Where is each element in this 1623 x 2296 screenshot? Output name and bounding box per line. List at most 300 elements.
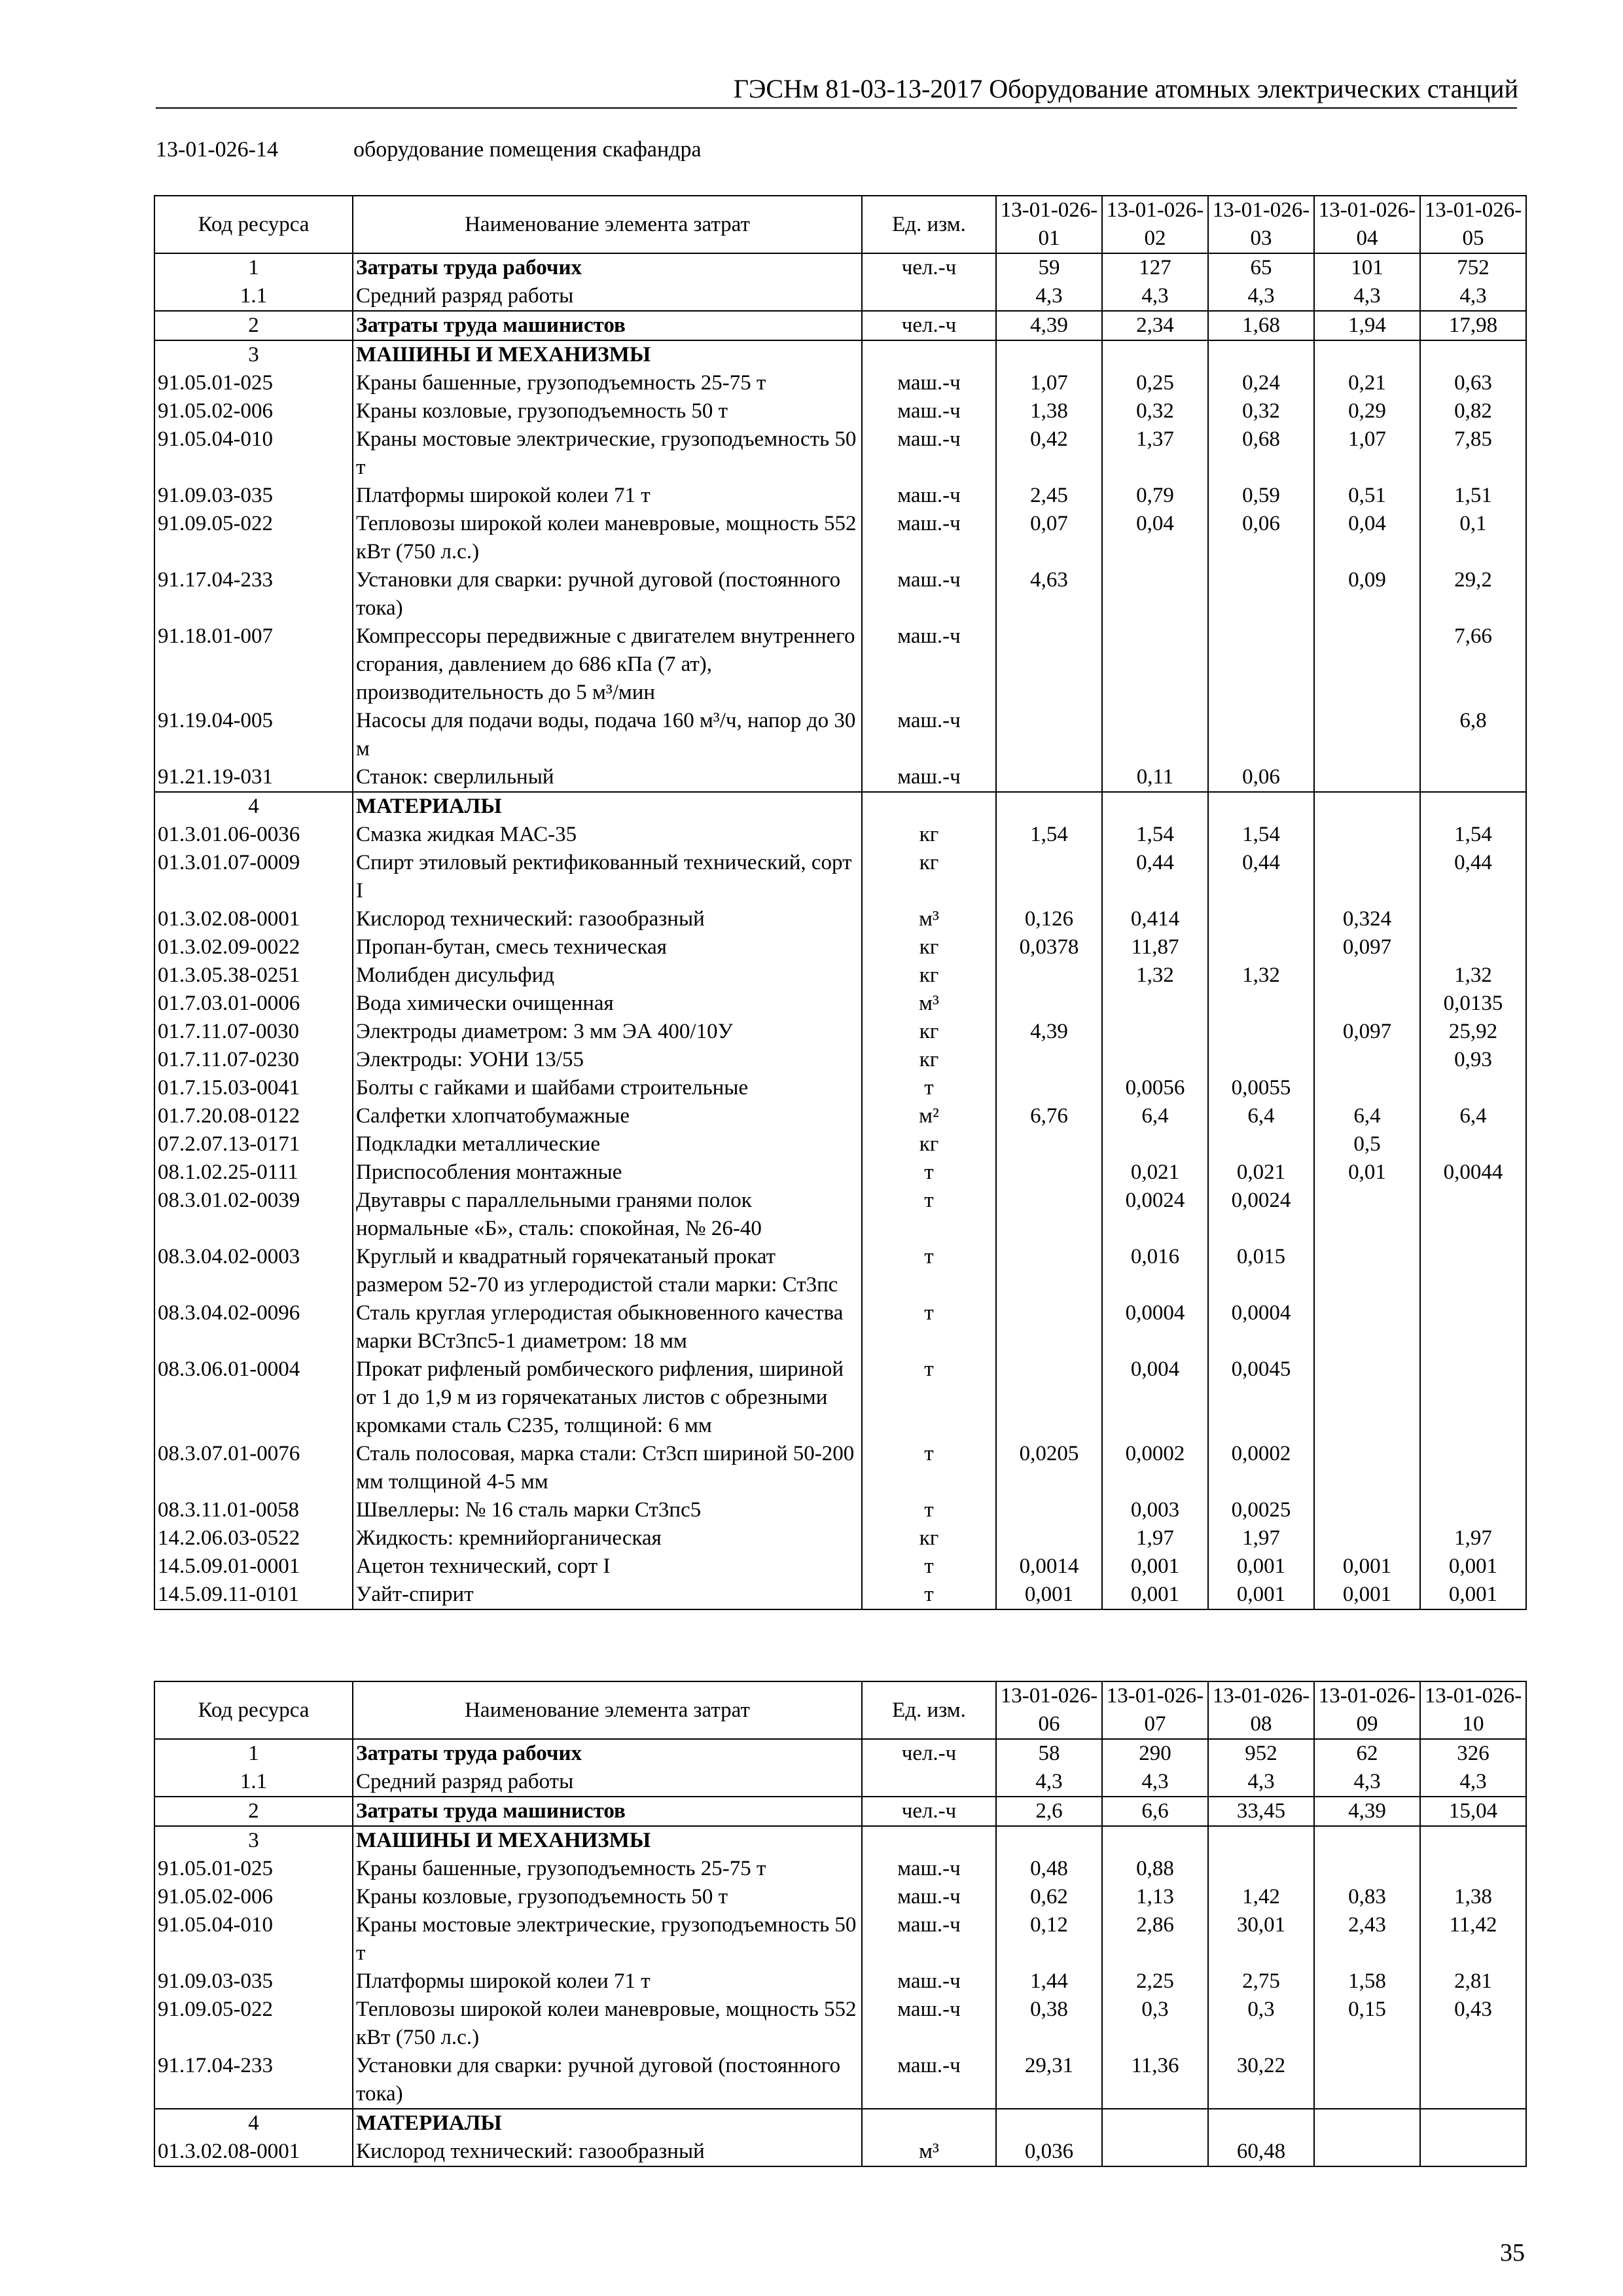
value-col-2: 0,32: [1102, 397, 1208, 425]
resource-code: 2: [154, 311, 353, 340]
value-col-3: 0,015: [1208, 1243, 1314, 1299]
resource-code: 91.09.03-035: [154, 1967, 353, 1996]
value-col-3: [1208, 707, 1314, 763]
resource-name: Сталь круглая углеродистая обыкновенного качества марки ВСт3пс5-1 диаметром: 18 мм: [353, 1299, 862, 1355]
value-col-4: 0,21: [1314, 369, 1420, 397]
value-col-3: 1,68: [1208, 311, 1314, 340]
value-col-3: 1,42: [1208, 1883, 1314, 1911]
value-col-2: 1,54: [1102, 821, 1208, 849]
table-row: [154, 1797, 1526, 1826]
resource-name: Затраты труда рабочих: [353, 253, 862, 282]
value-col-2: [1102, 2138, 1208, 2166]
value-col-2: 0,0002: [1102, 1440, 1208, 1496]
value-col-4: 0,097: [1314, 1018, 1420, 1046]
table-row: [154, 510, 1526, 566]
value-col-3: [1208, 566, 1314, 622]
resource-name: Средний разряд работы: [353, 1768, 862, 1797]
value-col-2: [1102, 622, 1208, 707]
value-col-4: [1314, 1440, 1420, 1496]
table-row: [154, 2109, 1526, 2138]
resource-unit: кг: [862, 933, 996, 961]
value-col-2: [1102, 990, 1208, 1018]
table-row: [154, 566, 1526, 622]
resource-name: Прокат рифленый ромбического рифления, шириной от 1 до 1,9 м из горячекатаных листов с обрезными кромками сталь С235, толщиной: 6 мм: [353, 1355, 862, 1440]
value-col-1: 0,12: [996, 1911, 1102, 1967]
value-col-5: 17,98: [1420, 311, 1526, 340]
value-col-5: 0,0135: [1420, 990, 1526, 1018]
table-row: [154, 1496, 1526, 1524]
header-col-5: 13-01-026-10: [1420, 1681, 1526, 1739]
resource-code: 14.5.09.01-0001: [154, 1552, 353, 1581]
resource-name: Кислород технический: газообразный: [353, 905, 862, 933]
value-col-4: 101: [1314, 253, 1420, 282]
resource-code: 01.7.03.01-0006: [154, 990, 353, 1018]
resource-name: Болты с гайками и шайбами строительные: [353, 1074, 862, 1102]
value-col-2: 0,021: [1102, 1158, 1208, 1187]
value-col-3: 0,06: [1208, 510, 1314, 566]
value-col-5: 1,38: [1420, 1883, 1526, 1911]
resource-unit: т: [862, 1187, 996, 1243]
resource-unit: т: [862, 1552, 996, 1581]
resource-unit: маш.-ч: [862, 425, 996, 482]
value-col-5: 1,97: [1420, 1524, 1526, 1552]
resource-unit: кг: [862, 821, 996, 849]
value-col-1: [996, 622, 1102, 707]
resource-code: 08.3.07.01-0076: [154, 1440, 353, 1496]
value-col-5: [1420, 1299, 1526, 1355]
resource-code: 08.3.06.01-0004: [154, 1355, 353, 1440]
table-header-row: [154, 196, 1526, 253]
value-col-2: 2,86: [1102, 1911, 1208, 1967]
value-col-1: [996, 1243, 1102, 1299]
value-col-3: 6,4: [1208, 1102, 1314, 1130]
value-col-2: 0,003: [1102, 1496, 1208, 1524]
header-rule: [156, 107, 1517, 109]
value-col-3: 0,001: [1208, 1581, 1314, 1609]
value-col-5: 15,04: [1420, 1797, 1526, 1826]
resource-code: 91.05.01-025: [154, 1855, 353, 1883]
value-col-3: [1208, 990, 1314, 1018]
resource-unit: маш.-ч: [862, 1996, 996, 2052]
value-col-4: [1314, 849, 1420, 905]
value-col-1: 0,07: [996, 510, 1102, 566]
value-col-4: 6,4: [1314, 1102, 1420, 1130]
value-col-2: 0,016: [1102, 1243, 1208, 1299]
value-col-3: 0,32: [1208, 397, 1314, 425]
resource-unit: маш.-ч: [862, 1883, 996, 1911]
resource-unit: кг: [862, 1524, 996, 1552]
resource-code: 91.18.01-007: [154, 622, 353, 707]
value-col-4: 0,01: [1314, 1158, 1420, 1187]
value-col-5: 0,001: [1420, 1581, 1526, 1609]
resource-unit: чел.-ч: [862, 311, 996, 340]
value-col-5: 0,0044: [1420, 1158, 1526, 1187]
resource-code: 91.09.05-022: [154, 510, 353, 566]
value-col-1: [996, 961, 1102, 990]
resource-code: 01.7.11.07-0030: [154, 1018, 353, 1046]
value-col-3: 0,3: [1208, 1996, 1314, 2052]
section-code: 13-01-026-14: [156, 137, 278, 162]
resource-code: 08.3.04.02-0096: [154, 1299, 353, 1355]
value-col-5: [1420, 792, 1526, 821]
value-col-3: [1208, 792, 1314, 821]
resource-unit: чел.-ч: [862, 253, 996, 282]
resource-unit: т: [862, 1243, 996, 1299]
value-col-1: 4,39: [996, 311, 1102, 340]
table-row: [154, 2138, 1526, 2166]
value-col-4: [1314, 1074, 1420, 1102]
resource-code: 91.17.04-233: [154, 2052, 353, 2109]
table-row: [154, 1739, 1526, 1768]
value-col-3: [1208, 1855, 1314, 1883]
value-col-3: [1208, 340, 1314, 369]
value-col-1: 58: [996, 1739, 1102, 1768]
resource-name: Кислород технический: газообразный: [353, 2138, 862, 2166]
table-row: [154, 1581, 1526, 1609]
resource-unit: маш.-ч: [862, 2052, 996, 2109]
value-col-1: 0,126: [996, 905, 1102, 933]
table-row: [154, 425, 1526, 482]
value-col-3: [1208, 1046, 1314, 1074]
resource-code: 91.05.01-025: [154, 369, 353, 397]
table-row: [154, 340, 1526, 369]
value-col-2: [1102, 566, 1208, 622]
value-col-5: [1420, 1440, 1526, 1496]
resource-unit: [862, 1826, 996, 1855]
resource-name: Уайт-спирит: [353, 1581, 862, 1609]
value-col-2: 0,0004: [1102, 1299, 1208, 1355]
value-col-4: 0,04: [1314, 510, 1420, 566]
resource-name: Тепловозы широкой колеи маневровые, мощность 552 кВт (750 л.с.): [353, 1996, 862, 2052]
table-row: [154, 961, 1526, 990]
resource-code: 01.3.02.09-0022: [154, 933, 353, 961]
table-row: [154, 482, 1526, 510]
table-row: [154, 933, 1526, 961]
value-col-2: 6,6: [1102, 1797, 1208, 1826]
resource-name: Приспособления монтажные: [353, 1158, 862, 1187]
value-col-2: 0,88: [1102, 1855, 1208, 1883]
table-row: [154, 1130, 1526, 1158]
value-col-4: 0,15: [1314, 1996, 1420, 2052]
value-col-3: 1,32: [1208, 961, 1314, 990]
value-col-1: 2,45: [996, 482, 1102, 510]
value-col-1: 0,42: [996, 425, 1102, 482]
value-col-4: 0,83: [1314, 1883, 1420, 1911]
value-col-4: [1314, 1524, 1420, 1552]
value-col-5: [1420, 763, 1526, 792]
resource-unit: т: [862, 1299, 996, 1355]
resource-code: 08.3.04.02-0003: [154, 1243, 353, 1299]
value-col-1: 0,0378: [996, 933, 1102, 961]
resource-name: Платформы широкой колеи 71 т: [353, 482, 862, 510]
resource-code: 01.3.01.06-0036: [154, 821, 353, 849]
value-col-5: [1420, 905, 1526, 933]
resource-name: Компрессоры передвижные с двигателем внутреннего сгорания, давлением до 686 кПа (7 ат), производительность до 5 м³/мин: [353, 622, 862, 707]
value-col-4: [1314, 821, 1420, 849]
value-col-1: 0,0014: [996, 1552, 1102, 1581]
value-col-5: 6,4: [1420, 1102, 1526, 1130]
resource-name: Установки для сварки: ручной дуговой (постоянного тока): [353, 2052, 862, 2109]
value-col-1: 59: [996, 253, 1102, 282]
value-col-1: [996, 990, 1102, 1018]
table-row: [154, 1074, 1526, 1102]
value-col-5: 0,1: [1420, 510, 1526, 566]
table-row: [154, 763, 1526, 792]
resource-unit: [862, 340, 996, 369]
value-col-4: 0,324: [1314, 905, 1420, 933]
resource-code: 2: [154, 1797, 353, 1826]
value-col-1: [996, 1355, 1102, 1440]
value-col-1: 2,6: [996, 1797, 1102, 1826]
resource-unit: т: [862, 1074, 996, 1102]
value-col-5: 7,85: [1420, 425, 1526, 482]
value-col-2: 0,0056: [1102, 1074, 1208, 1102]
table-row: [154, 1102, 1526, 1130]
header-code: Код ресурса: [154, 196, 353, 253]
table-row: [154, 1299, 1526, 1355]
resource-name: Двутавры с параллельными гранями полок нормальные «Б», сталь: спокойная, № 26-40: [353, 1187, 862, 1243]
value-col-2: 0,001: [1102, 1581, 1208, 1609]
header-unit: Ед. изм.: [862, 1681, 996, 1739]
resource-unit: кг: [862, 961, 996, 990]
value-col-5: [1420, 2052, 1526, 2109]
header-col-4: 13-01-026-04: [1314, 196, 1420, 253]
value-col-4: [1314, 792, 1420, 821]
resource-table-2: [154, 1681, 1527, 2167]
value-col-4: 0,29: [1314, 397, 1420, 425]
resource-unit: маш.-ч: [862, 397, 996, 425]
table-row: [154, 1911, 1526, 1967]
header-col-3: 13-01-026-03: [1208, 196, 1314, 253]
resource-name: Круглый и квадратный горячекатаный прокат размером 52-70 из углеродистой стали марки: Ст3пс: [353, 1243, 862, 1299]
resource-code: 4: [154, 792, 353, 821]
value-col-4: 4,39: [1314, 1797, 1420, 1826]
value-col-2: [1102, 1018, 1208, 1046]
value-col-3: 0,021: [1208, 1158, 1314, 1187]
resource-table-1: [154, 195, 1527, 1610]
table-row: [154, 1046, 1526, 1074]
table-header-row: [154, 1681, 1526, 1739]
table-row: [154, 1552, 1526, 1581]
resource-unit: маш.-ч: [862, 1911, 996, 1967]
value-col-2: 2,25: [1102, 1967, 1208, 1996]
resource-unit: кг: [862, 849, 996, 905]
table-row: [154, 369, 1526, 397]
table-row: [154, 821, 1526, 849]
value-col-1: [996, 763, 1102, 792]
table-row: [154, 905, 1526, 933]
value-col-3: 33,45: [1208, 1797, 1314, 1826]
table-row: [154, 1967, 1526, 1996]
value-col-4: 0,51: [1314, 482, 1420, 510]
value-col-4: 0,5: [1314, 1130, 1420, 1158]
value-col-4: 1,58: [1314, 1967, 1420, 1996]
value-col-1: [996, 340, 1102, 369]
value-col-2: 0,001: [1102, 1552, 1208, 1581]
value-col-4: 4,3: [1314, 1768, 1420, 1797]
value-col-5: [1420, 2109, 1526, 2138]
resource-unit: м³: [862, 990, 996, 1018]
value-col-2: 1,13: [1102, 1883, 1208, 1911]
resource-unit: кг: [862, 1046, 996, 1074]
value-col-4: 4,3: [1314, 282, 1420, 311]
resource-code: 91.19.04-005: [154, 707, 353, 763]
table-row: [154, 1855, 1526, 1883]
header-name: Наименование элемента затрат: [353, 196, 862, 253]
value-col-2: [1102, 2109, 1208, 2138]
value-col-3: [1208, 905, 1314, 933]
value-col-1: [996, 1826, 1102, 1855]
header-col-1: 13-01-026-01: [996, 196, 1102, 253]
table-row: [154, 622, 1526, 707]
value-col-2: 4,3: [1102, 1768, 1208, 1797]
value-col-2: 0,0024: [1102, 1187, 1208, 1243]
resource-code: 01.3.02.08-0001: [154, 2138, 353, 2166]
resource-unit: маш.-ч: [862, 566, 996, 622]
value-col-2: 0,3: [1102, 1996, 1208, 2052]
resource-unit: [862, 792, 996, 821]
value-col-2: 2,34: [1102, 311, 1208, 340]
value-col-1: 1,07: [996, 369, 1102, 397]
value-col-2: [1102, 707, 1208, 763]
resource-code: 01.3.05.38-0251: [154, 961, 353, 990]
resource-unit: чел.-ч: [862, 1739, 996, 1768]
value-col-4: [1314, 990, 1420, 1018]
value-col-1: [996, 1074, 1102, 1102]
resource-unit: м³: [862, 905, 996, 933]
resource-name: Насосы для подачи воды, подача 160 м³/ч, напор до 30 м: [353, 707, 862, 763]
value-col-5: 0,63: [1420, 369, 1526, 397]
resource-code: 01.3.01.07-0009: [154, 849, 353, 905]
header-col-1: 13-01-026-06: [996, 1681, 1102, 1739]
table-row: [154, 1996, 1526, 2052]
value-col-2: [1102, 1826, 1208, 1855]
value-col-3: 0,44: [1208, 849, 1314, 905]
resource-name: Краны козловые, грузоподъемность 50 т: [353, 397, 862, 425]
value-col-3: 30,01: [1208, 1911, 1314, 1967]
value-col-5: 1,32: [1420, 961, 1526, 990]
resource-code: 91.09.03-035: [154, 482, 353, 510]
resource-code: 1.1: [154, 1768, 353, 1797]
value-col-4: [1314, 1355, 1420, 1440]
value-col-4: [1314, 2138, 1420, 2166]
value-col-4: 0,001: [1314, 1581, 1420, 1609]
value-col-3: 0,001: [1208, 1552, 1314, 1581]
resource-unit: маш.-ч: [862, 510, 996, 566]
resource-code: 14.5.09.11-0101: [154, 1581, 353, 1609]
resource-unit: м³: [862, 2138, 996, 2166]
value-col-5: [1420, 1243, 1526, 1299]
value-col-2: 0,11: [1102, 763, 1208, 792]
value-col-3: 0,0004: [1208, 1299, 1314, 1355]
value-col-2: [1102, 1130, 1208, 1158]
value-col-5: [1420, 1130, 1526, 1158]
table-row: [154, 1883, 1526, 1911]
table-row: [154, 1524, 1526, 1552]
value-col-5: 4,3: [1420, 282, 1526, 311]
resource-name: МАШИНЫ И МЕХАНИЗМЫ: [353, 340, 862, 369]
resource-name: МАШИНЫ И МЕХАНИЗМЫ: [353, 1826, 862, 1855]
value-col-1: 0,0205: [996, 1440, 1102, 1496]
resource-unit: кг: [862, 1018, 996, 1046]
value-col-3: 0,59: [1208, 482, 1314, 510]
header-col-2: 13-01-026-07: [1102, 1681, 1208, 1739]
value-col-4: [1314, 1299, 1420, 1355]
value-col-2: 290: [1102, 1739, 1208, 1768]
resource-name: Краны башенные, грузоподъемность 25-75 т: [353, 1855, 862, 1883]
header-col-4: 13-01-026-09: [1314, 1681, 1420, 1739]
value-col-1: 6,76: [996, 1102, 1102, 1130]
table-row: [154, 282, 1526, 311]
value-col-3: 0,0025: [1208, 1496, 1314, 1524]
value-col-1: [996, 1524, 1102, 1552]
value-col-2: 1,97: [1102, 1524, 1208, 1552]
value-col-3: 0,24: [1208, 369, 1314, 397]
table-row: [154, 253, 1526, 282]
table-row: [154, 792, 1526, 821]
resource-unit: т: [862, 1496, 996, 1524]
value-col-4: [1314, 1496, 1420, 1524]
resource-code: 1.1: [154, 282, 353, 311]
value-col-3: 0,68: [1208, 425, 1314, 482]
table-row: [154, 1187, 1526, 1243]
resource-unit: т: [862, 1440, 996, 1496]
value-col-5: [1420, 1826, 1526, 1855]
value-col-5: 0,82: [1420, 397, 1526, 425]
table-row: [154, 1355, 1526, 1440]
resource-name: Электроды диаметром: 3 мм ЭА 400/10У: [353, 1018, 862, 1046]
header-col-5: 13-01-026-05: [1420, 196, 1526, 253]
table-row: [154, 2052, 1526, 2109]
value-col-3: 1,54: [1208, 821, 1314, 849]
value-col-4: [1314, 1826, 1420, 1855]
value-col-2: 0,04: [1102, 510, 1208, 566]
value-col-3: 4,3: [1208, 1768, 1314, 1797]
resource-name: Затраты труда машинистов: [353, 311, 862, 340]
value-col-5: 25,92: [1420, 1018, 1526, 1046]
value-col-3: [1208, 933, 1314, 961]
resource-unit: маш.-ч: [862, 622, 996, 707]
resource-name: Станок: сверлильный: [353, 763, 862, 792]
value-col-2: 0,79: [1102, 482, 1208, 510]
resource-name: Затраты труда рабочих: [353, 1739, 862, 1768]
value-col-4: 62: [1314, 1739, 1420, 1768]
resource-code: 91.09.05-022: [154, 1996, 353, 2052]
resource-name: Вода химически очищенная: [353, 990, 862, 1018]
resource-unit: т: [862, 1158, 996, 1187]
value-col-1: 4,3: [996, 1768, 1102, 1797]
table-row: [154, 397, 1526, 425]
value-col-4: 0,097: [1314, 933, 1420, 961]
value-col-5: [1420, 1187, 1526, 1243]
resource-name: МАТЕРИАЛЫ: [353, 792, 862, 821]
resource-name: Установки для сварки: ручной дуговой (постоянного тока): [353, 566, 862, 622]
value-col-1: 0,48: [996, 1855, 1102, 1883]
page-number: 35: [1500, 2239, 1525, 2267]
resource-name: Ацетон технический, сорт I: [353, 1552, 862, 1581]
resource-code: 91.05.04-010: [154, 1911, 353, 1967]
table-row: [154, 311, 1526, 340]
resource-name: Жидкость: кремнийорганическая: [353, 1524, 862, 1552]
document-header-title: ГЭСНм 81-03-13-2017 Оборудование атомных электрических станций: [733, 74, 1518, 103]
resource-code: 1: [154, 1739, 353, 1768]
value-col-3: 1,97: [1208, 1524, 1314, 1552]
resource-name: Сталь полосовая, марка стали: Ст3сп шириной 50-200 мм толщиной 4-5 мм: [353, 1440, 862, 1496]
value-col-5: [1420, 933, 1526, 961]
resource-name: Швеллеры: № 16 сталь марки Ст3пс5: [353, 1496, 862, 1524]
value-col-2: 127: [1102, 253, 1208, 282]
value-col-2: 1,37: [1102, 425, 1208, 482]
